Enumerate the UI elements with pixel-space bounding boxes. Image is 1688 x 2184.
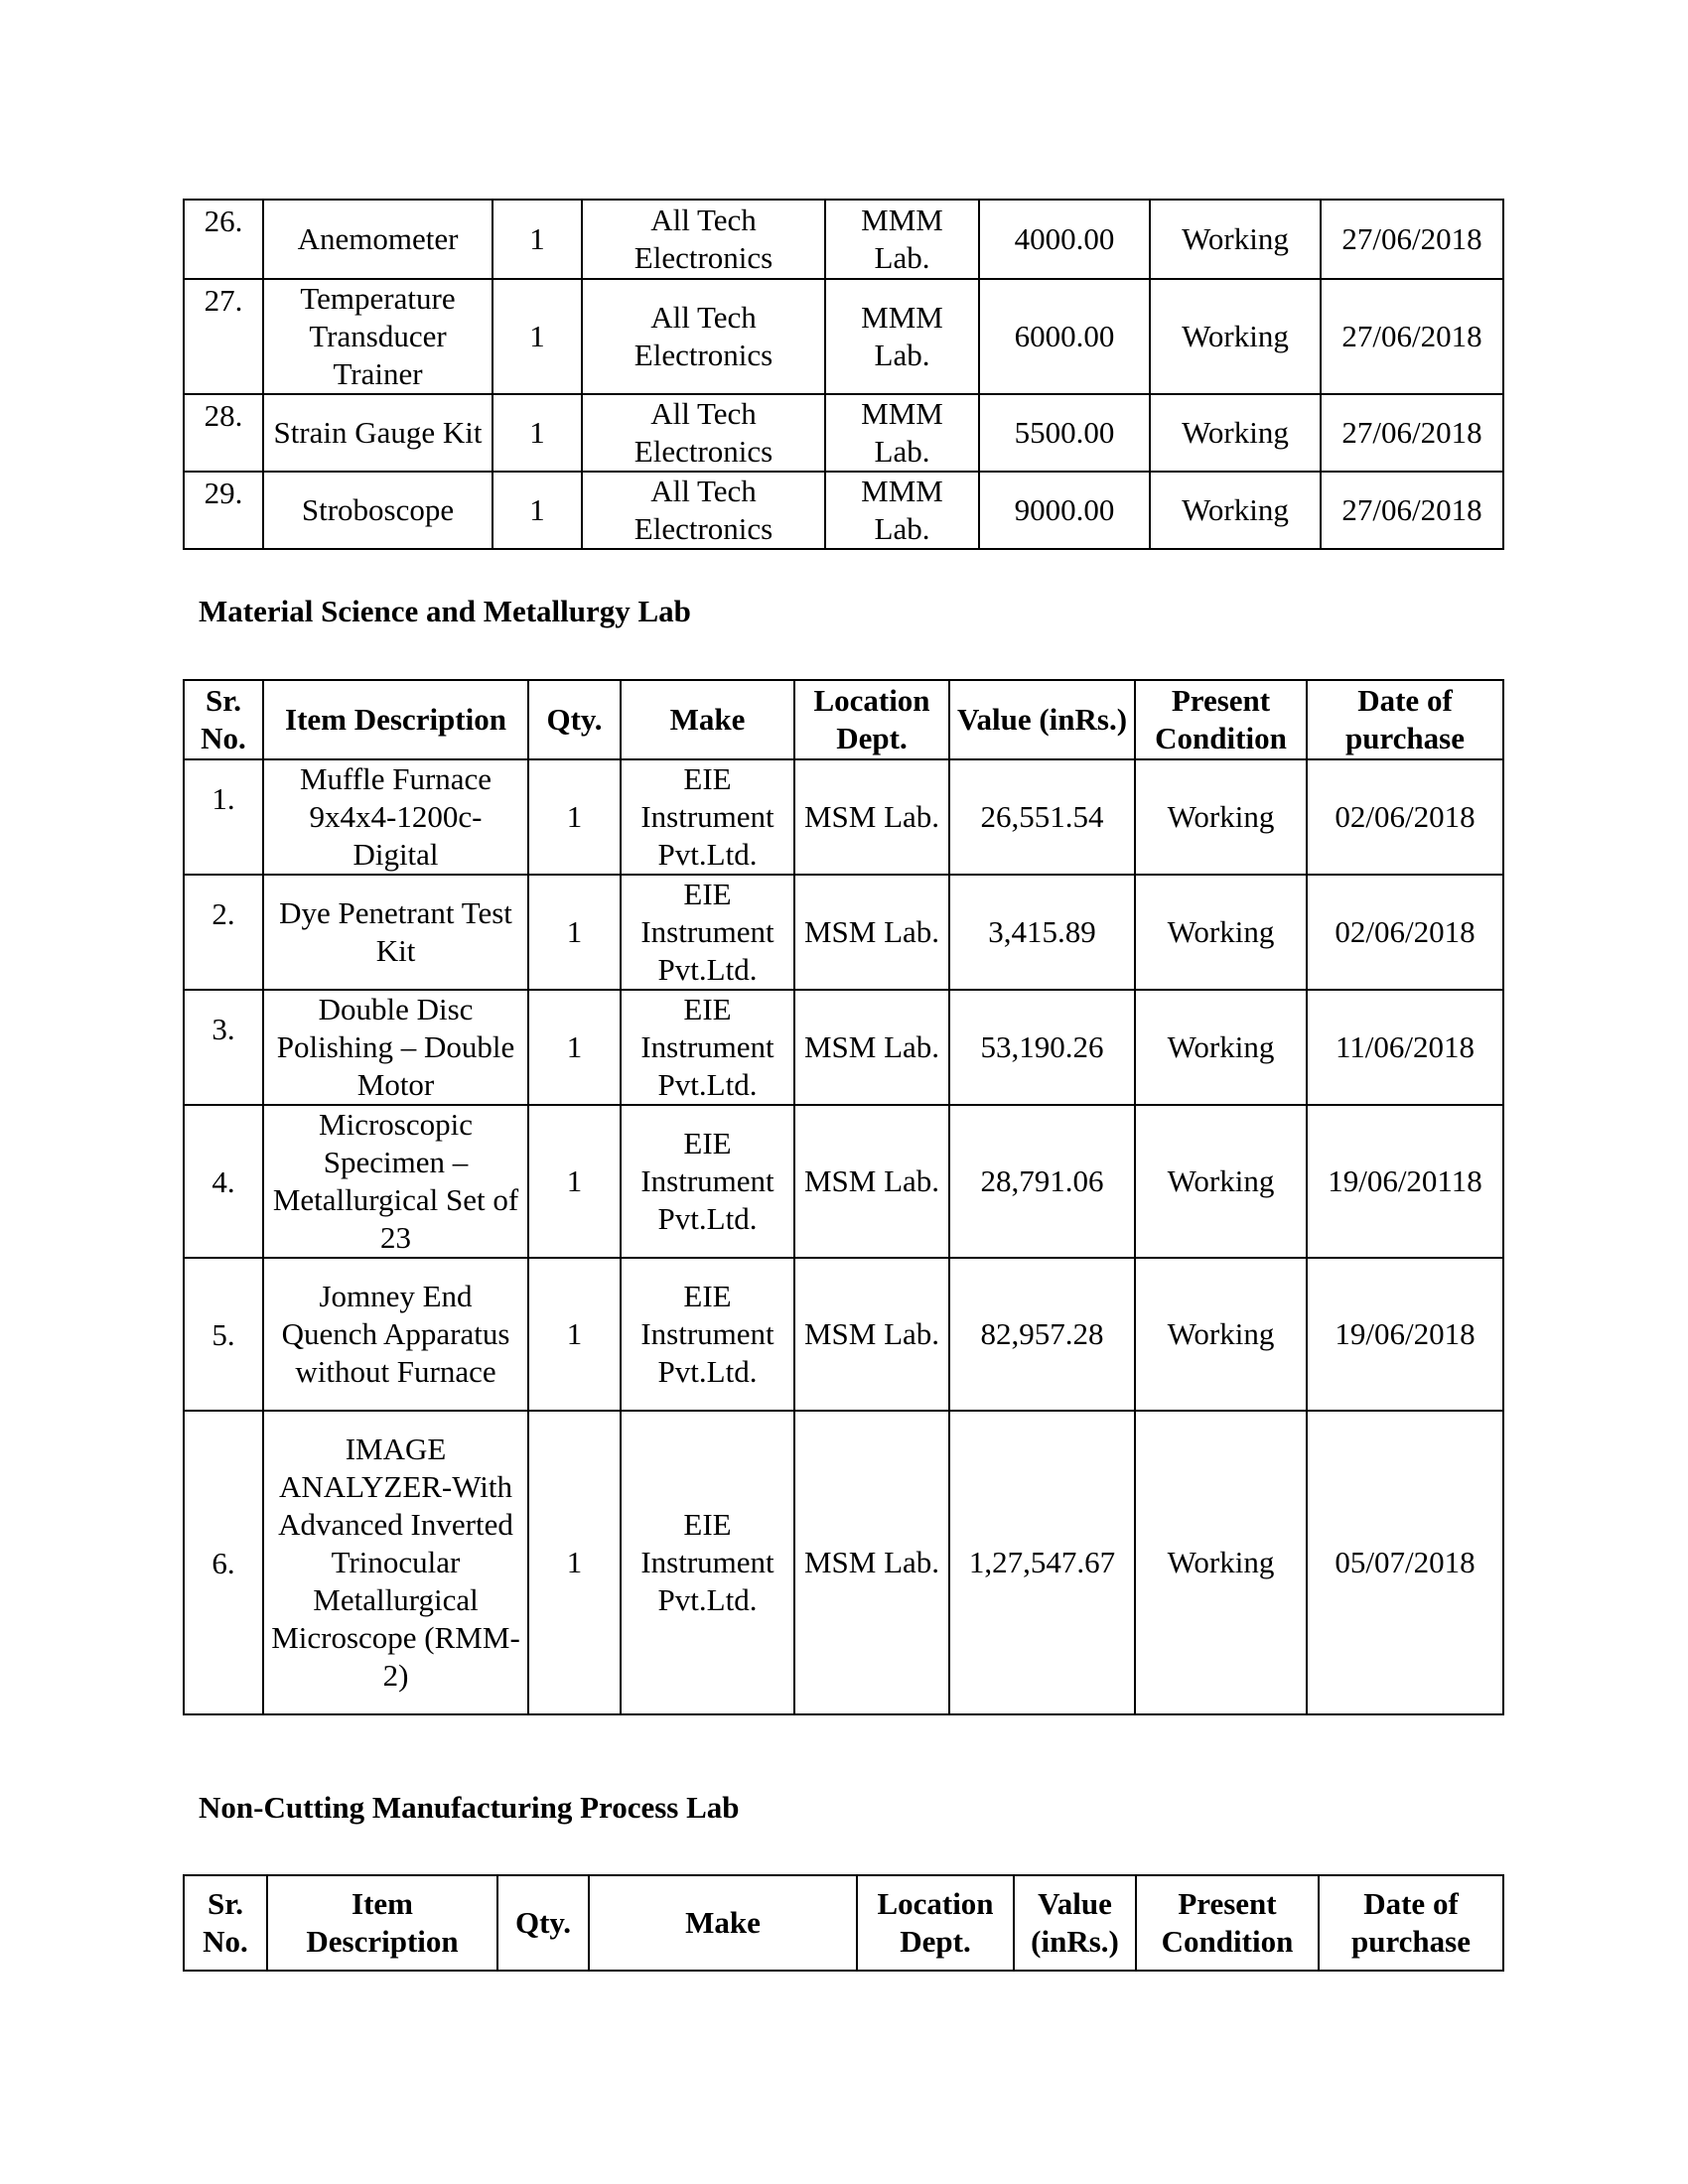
- make-cell: All Tech Electronics: [582, 200, 825, 279]
- condition-cell: Working: [1135, 1258, 1307, 1411]
- value-cell: 1,27,547.67: [949, 1411, 1135, 1714]
- qty-cell: 1: [492, 279, 582, 394]
- table-row: [184, 875, 1503, 990]
- item-description-cell: Double Disc Polishing – Double Motor: [263, 990, 528, 1105]
- header-sr-no: Sr. No.: [184, 680, 263, 759]
- header-item-description: Item Description: [263, 680, 528, 759]
- table-header-row: [184, 680, 1503, 759]
- condition-cell: Working: [1150, 200, 1321, 279]
- table-header-row: [184, 1875, 1503, 1971]
- date-cell: 19/06/20118: [1307, 1105, 1503, 1258]
- table-row: [184, 1258, 1503, 1411]
- header-make: Make: [589, 1875, 857, 1971]
- table-row: [184, 990, 1503, 1105]
- qty-cell: 1: [492, 472, 582, 549]
- table-row: [184, 200, 1503, 279]
- date-cell: 27/06/2018: [1321, 394, 1503, 472]
- section-heading-material-science: Material Science and Metallurgy Lab: [199, 594, 691, 628]
- date-cell: 02/06/2018: [1307, 759, 1503, 875]
- qty-cell: 1: [492, 394, 582, 472]
- qty-cell: 1: [492, 200, 582, 279]
- item-description-cell: IMAGE ANALYZER-With Advanced Inverted Trinocular Metallurgical Microscope (RMM-2): [263, 1411, 528, 1714]
- sr-no-cell: 29.: [184, 472, 263, 549]
- date-cell: 11/06/2018: [1307, 990, 1503, 1105]
- location-cell: MMM Lab.: [825, 394, 979, 472]
- header-sr-no: Sr. No.: [184, 1875, 267, 1971]
- date-cell: 05/07/2018: [1307, 1411, 1503, 1714]
- qty-cell: 1: [528, 1105, 621, 1258]
- make-cell: All Tech Electronics: [582, 279, 825, 394]
- condition-cell: Working: [1135, 1105, 1307, 1258]
- condition-cell: Working: [1135, 759, 1307, 875]
- table-row: [184, 1411, 1503, 1714]
- location-cell: MMM Lab.: [825, 472, 979, 549]
- qty-cell: 1: [528, 990, 621, 1105]
- date-cell: 27/06/2018: [1321, 200, 1503, 279]
- sr-no-cell: 6.: [184, 1411, 263, 1714]
- make-cell: EIE Instrument Pvt.Ltd.: [621, 759, 794, 875]
- sr-no-cell: 26.: [184, 200, 263, 279]
- qty-cell: 1: [528, 1258, 621, 1411]
- table-row: [184, 759, 1503, 875]
- location-cell: MSM Lab.: [794, 875, 949, 990]
- condition-cell: Working: [1150, 394, 1321, 472]
- material-science-equipment-table: [183, 679, 1504, 1715]
- header-date: Date of purchase: [1319, 1875, 1503, 1971]
- value-cell: 3,415.89: [949, 875, 1135, 990]
- sr-no-cell: 4.: [184, 1105, 263, 1258]
- date-cell: 02/06/2018: [1307, 875, 1503, 990]
- sr-no-cell: 27.: [184, 279, 263, 394]
- table-row: [184, 279, 1503, 394]
- value-cell: 9000.00: [979, 472, 1150, 549]
- header-value: Value (inRs.): [949, 680, 1135, 759]
- qty-cell: 1: [528, 1411, 621, 1714]
- header-make: Make: [621, 680, 794, 759]
- condition-cell: Working: [1150, 472, 1321, 549]
- table-row: [184, 472, 1503, 549]
- date-cell: 19/06/2018: [1307, 1258, 1503, 1411]
- item-description-cell: Temperature Transducer Trainer: [263, 279, 492, 394]
- header-qty: Qty.: [497, 1875, 589, 1971]
- condition-cell: Working: [1135, 990, 1307, 1105]
- item-description-cell: Dye Penetrant Test Kit: [263, 875, 528, 990]
- condition-cell: Working: [1150, 279, 1321, 394]
- make-cell: EIE Instrument Pvt.Ltd.: [621, 990, 794, 1105]
- value-cell: 5500.00: [979, 394, 1150, 472]
- header-location: Location Dept.: [857, 1875, 1014, 1971]
- make-cell: EIE Instrument Pvt.Ltd.: [621, 1411, 794, 1714]
- value-cell: 4000.00: [979, 200, 1150, 279]
- value-cell: 6000.00: [979, 279, 1150, 394]
- sr-no-cell: 2.: [184, 875, 263, 990]
- date-cell: 27/06/2018: [1321, 279, 1503, 394]
- location-cell: MSM Lab.: [794, 990, 949, 1105]
- make-cell: EIE Instrument Pvt.Ltd.: [621, 875, 794, 990]
- table-row: [184, 394, 1503, 472]
- sr-no-cell: 5.: [184, 1258, 263, 1411]
- date-cell: 27/06/2018: [1321, 472, 1503, 549]
- item-description-cell: Anemometer: [263, 200, 492, 279]
- sr-no-cell: 3.: [184, 990, 263, 1105]
- make-cell: All Tech Electronics: [582, 472, 825, 549]
- location-cell: MSM Lab.: [794, 1258, 949, 1411]
- location-cell: MSM Lab.: [794, 1411, 949, 1714]
- location-cell: MMM Lab.: [825, 279, 979, 394]
- header-location: Location Dept.: [794, 680, 949, 759]
- table-row: [184, 1105, 1503, 1258]
- make-cell: EIE Instrument Pvt.Ltd.: [621, 1258, 794, 1411]
- equipment-table-continued: [183, 199, 1504, 550]
- item-description-cell: Jomney End Quench Apparatus without Furnace: [263, 1258, 528, 1411]
- location-cell: MSM Lab.: [794, 1105, 949, 1258]
- header-item-description: Item Description: [267, 1875, 497, 1971]
- qty-cell: 1: [528, 875, 621, 990]
- value-cell: 28,791.06: [949, 1105, 1135, 1258]
- header-qty: Qty.: [528, 680, 621, 759]
- value-cell: 53,190.26: [949, 990, 1135, 1105]
- section-heading-non-cutting: Non-Cutting Manufacturing Process Lab: [199, 1790, 740, 1825]
- header-value: Value (inRs.): [1014, 1875, 1136, 1971]
- value-cell: 82,957.28: [949, 1258, 1135, 1411]
- sr-no-cell: 1.: [184, 759, 263, 875]
- location-cell: MSM Lab.: [794, 759, 949, 875]
- condition-cell: Working: [1135, 875, 1307, 990]
- item-description-cell: Strain Gauge Kit: [263, 394, 492, 472]
- location-cell: MMM Lab.: [825, 200, 979, 279]
- item-description-cell: Muffle Furnace 9x4x4-1200c-Digital: [263, 759, 528, 875]
- make-cell: EIE Instrument Pvt.Ltd.: [621, 1105, 794, 1258]
- qty-cell: 1: [528, 759, 621, 875]
- non-cutting-equipment-table: [183, 1874, 1504, 1972]
- sr-no-cell: 28.: [184, 394, 263, 472]
- make-cell: All Tech Electronics: [582, 394, 825, 472]
- item-description-cell: Stroboscope: [263, 472, 492, 549]
- header-condition: Present Condition: [1136, 1875, 1319, 1971]
- value-cell: 26,551.54: [949, 759, 1135, 875]
- header-date: Date of purchase: [1307, 680, 1503, 759]
- condition-cell: Working: [1135, 1411, 1307, 1714]
- header-condition: Present Condition: [1135, 680, 1307, 759]
- item-description-cell: Microscopic Specimen – Metallurgical Set of 23: [263, 1105, 528, 1258]
